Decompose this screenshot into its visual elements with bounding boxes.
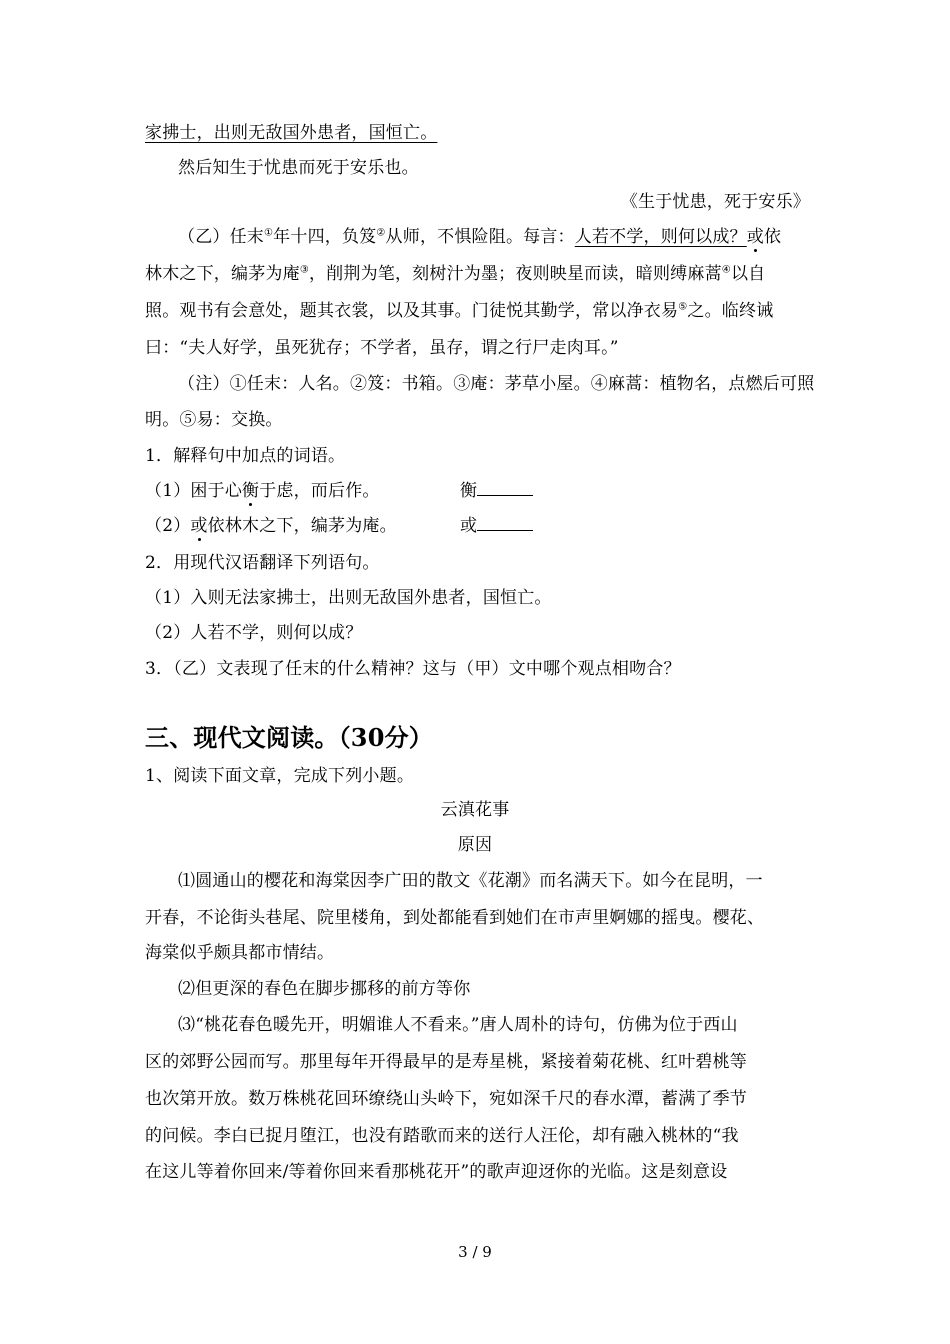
answer-blank-2[interactable]: 或 <box>460 514 950 538</box>
article-line: ⑴圆通山的樱花和海棠因李广田的散文《花潮》而名满天下。如今在昆明，一 <box>178 871 763 891</box>
question-1-1: （1）困于心衡于虑，而后作。 <box>145 481 380 501</box>
note-marker: ① <box>264 227 274 239</box>
section-heading: 三、现代文阅读。（30分） <box>145 723 433 752</box>
question-2-1: （1）入则无法家拂士，出则无敌国外患者，国恒亡。 <box>145 588 552 608</box>
dotted-char: 衡 <box>242 481 260 501</box>
article-line: ⑵但更深的春色在脚步挪移的前方等你 <box>178 979 471 999</box>
yi-text-line: 林木之下，编茅为庵③，削荆为笔，刻树汁为墨；夜则映星而读，暗则缚麻蒿④以自 <box>145 264 766 284</box>
article-line: 也次第开放。数万株桃花回环缭绕山头岭下，宛如深千尺的春水潭，蓄满了季节 <box>145 1089 747 1109</box>
gan-text-line: 家拂士，出则无敌国外患者，国恒亡。 <box>145 123 438 143</box>
yi-notes-line: （注）①任末：人名。②笈：书箱。③庵：茅草小屋。④麻蒿：植物名，点燃后可照 <box>178 374 815 394</box>
yi-text-line: 曰：“夫人好学，虽死犹存；不学者，虽存，谓之行尸走肉耳。” <box>145 338 619 358</box>
page-number: 3 / 9 <box>458 1243 492 1261</box>
article-line: ⑶“桃花春色暖先开，明媚谁人不看来。”唐人周朴的诗句，仿佛为位于西山 <box>178 1015 738 1035</box>
article-author: 原因 <box>457 835 493 855</box>
yi-text-line: （乙）任末①年十四，负笈②从师，不惧险阻。每言：人若不学，则何以成？或依 <box>178 227 782 247</box>
note-marker: ③ <box>299 264 309 276</box>
gan-source: 《生于忧患，死于安乐》 <box>620 192 810 212</box>
article-title: 云滇花事 <box>440 800 510 820</box>
question-2-2: （2）人若不学，则何以成？ <box>145 623 363 643</box>
gan-text-line: 然后知生于忧患而死于安乐也。 <box>178 158 419 178</box>
article-line: 在这儿等着你回来/等着你回来看那桃花开”的歌声迎迓你的光临。这是刻意设 <box>145 1162 728 1182</box>
note-marker: ② <box>376 227 386 239</box>
dotted-char: 或 <box>746 227 764 247</box>
article-line: 的问候。李白已捉月堕江，也没有踏歌而来的送行人汪伦，却有融入桃林的“我 <box>145 1126 739 1146</box>
article-line: 开春，不论街头巷尾、院里楼角，到处都能看到她们在市声里婀娜的摇曳。樱花、 <box>145 908 765 928</box>
underlined-sentence: 人若不学，则何以成？ <box>574 227 747 247</box>
reading-instruction: 1、阅读下面文章，完成下列小题。 <box>145 766 415 786</box>
question-2: 2．用现代汉语翻译下列语句。 <box>145 553 380 573</box>
question-3: 3．（乙）文表现了任末的什么精神？这与（甲）文中哪个观点相吻合？ <box>145 659 681 679</box>
note-marker: ④ <box>721 264 731 276</box>
question-1: 1．解释句中加点的词语。 <box>145 446 346 466</box>
answer-blank-1[interactable]: 衡 <box>460 479 950 503</box>
note-marker: ⑤ <box>678 301 688 313</box>
article-line: 区的郊野公园而写。那里每年开得最早的是寿星桃，紧接着菊花桃、红叶碧桃等 <box>145 1052 747 1072</box>
article-line: 海棠似乎颇具都市情结。 <box>145 943 335 963</box>
dotted-char: 或 <box>190 516 208 536</box>
question-1-2: （2）或依林木之下，编茅为庵。 <box>145 516 397 536</box>
yi-notes-line: 明。⑤易：交换。 <box>145 410 283 430</box>
yi-text-line: 照。观书有会意处，题其衣裳，以及其事。门徒悦其勤学，常以净衣易⑤之。临终诫 <box>145 301 774 321</box>
